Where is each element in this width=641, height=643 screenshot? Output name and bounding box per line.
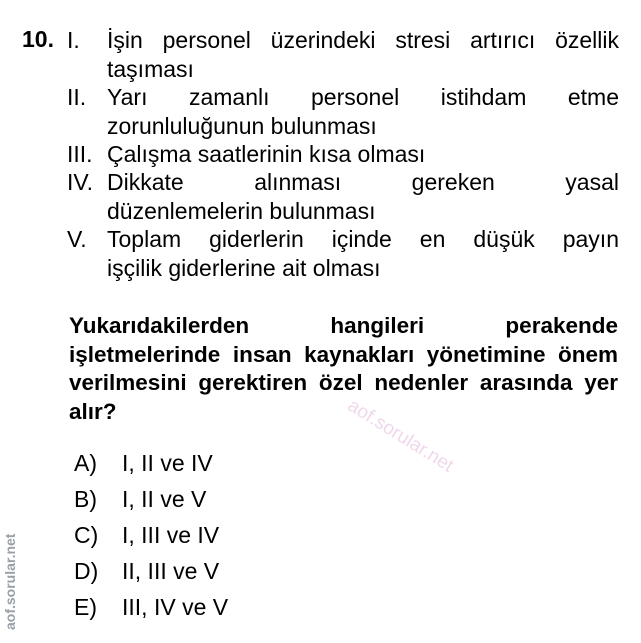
statement-line: İşin personel üzerindeki stresi artırıcı özellik: [107, 27, 619, 53]
question-stem: Yukarıdakilerden hangileri perakende işletmelerinde insan kaynakları yönetimine önem verilmesini gerektiren özel nedenler arasında yer alır?: [69, 313, 618, 424]
watermark-diagonal: aof.sorular.net: [343, 395, 458, 477]
statement-numeral: IV.: [67, 169, 94, 195]
option-b[interactable]: [74, 486, 206, 513]
statement-line: Yarı zamanlı personel istihdam etme: [107, 84, 619, 110]
option-letter: B): [74, 486, 97, 512]
option-a[interactable]: [74, 450, 213, 477]
option-text: I, II ve V: [122, 486, 207, 512]
option-letter: E): [74, 594, 97, 620]
statement-ii: [67, 83, 619, 140]
statement-line: Çalışma saatlerinin kısa olması: [107, 141, 426, 167]
option-text: III, IV ve V: [122, 594, 229, 620]
statement-line: Toplam giderlerin içinde en düşük payın: [107, 226, 619, 252]
option-letter: C): [74, 522, 99, 548]
option-text: I, III ve IV: [122, 522, 220, 548]
statement-line: Dikkate alınması gereken yasal: [107, 169, 619, 195]
option-text: II, III ve V: [122, 558, 220, 584]
statement-line: zorunluluğunun bulunması: [107, 112, 377, 139]
option-e[interactable]: [74, 594, 228, 621]
statement-numeral: V.: [67, 226, 87, 252]
watermark-side: aof.sorular.net: [2, 533, 18, 630]
statement-iii: [67, 140, 619, 169]
option-d[interactable]: [74, 558, 219, 585]
statement-numeral: II.: [67, 84, 87, 110]
statement-v: [67, 225, 619, 282]
statement-line: taşıması: [107, 55, 194, 82]
question-number: 10.: [22, 26, 54, 52]
option-c[interactable]: [74, 522, 219, 549]
option-text: I, II ve IV: [122, 450, 213, 476]
statement-line: düzenlemelerin bulunması: [107, 197, 376, 224]
option-letter: D): [74, 558, 99, 584]
statement-i: [67, 26, 619, 83]
option-letter: A): [74, 450, 97, 476]
statement-line: işçilik giderlerine ait olması: [107, 254, 381, 281]
statement-iv: [67, 168, 619, 225]
statement-numeral: III.: [67, 141, 93, 167]
statement-numeral: I.: [67, 27, 80, 53]
